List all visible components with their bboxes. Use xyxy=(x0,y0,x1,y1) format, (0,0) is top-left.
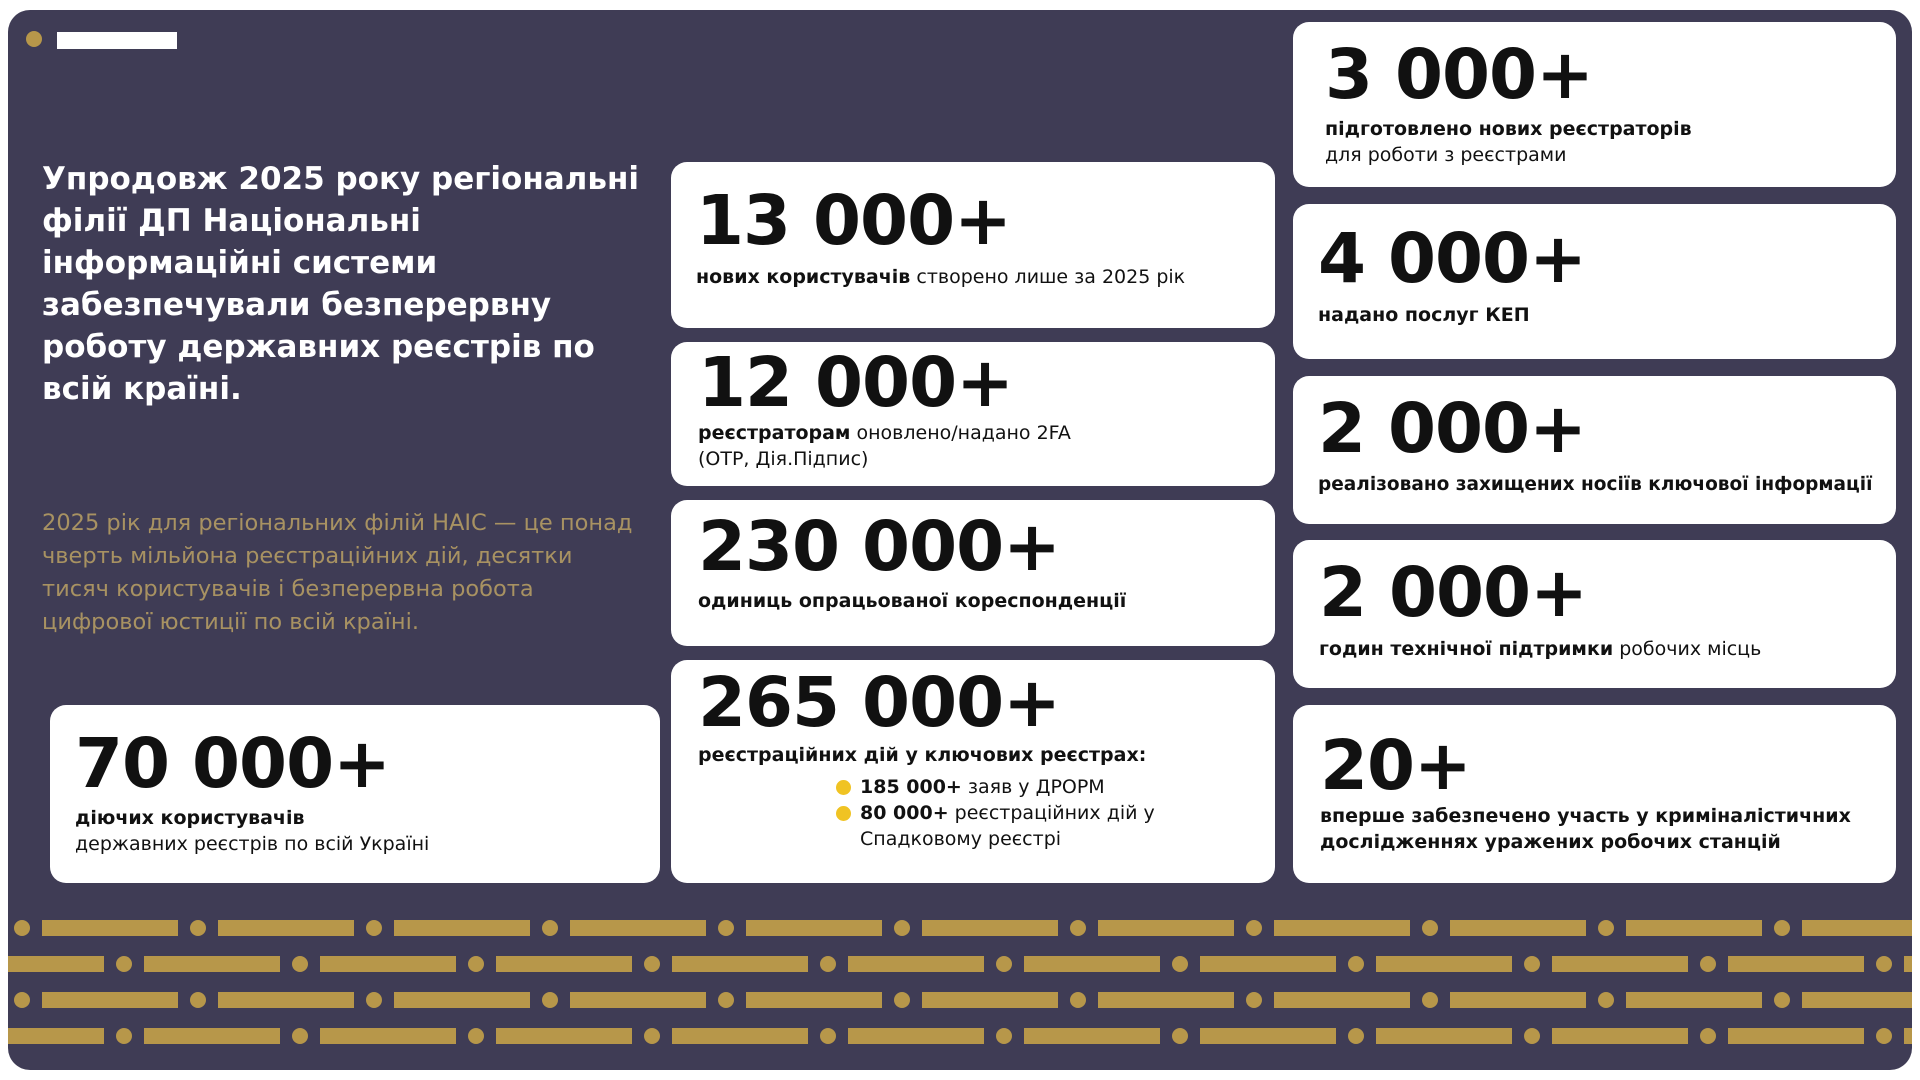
stripe-dot xyxy=(1700,1028,1716,1044)
stat-label: створено лише за 2025 рік xyxy=(910,266,1186,288)
stripe-dash xyxy=(1200,956,1336,972)
stripe-dot xyxy=(820,956,836,972)
stat-label-bold: одиниць опрацьованої кореспонденції xyxy=(698,590,1127,612)
stripe-dot xyxy=(718,920,734,936)
stripe-dot xyxy=(1774,992,1790,1008)
stripe-dash xyxy=(1450,920,1586,936)
stripe-dash xyxy=(144,1028,280,1044)
stripe-dash xyxy=(922,992,1058,1008)
stat-number: 20+ xyxy=(1320,726,1471,806)
stripe-dot xyxy=(1774,920,1790,936)
dash-dot-stripe-pattern xyxy=(8,910,1912,1070)
stripe-dash xyxy=(496,1028,632,1044)
list-item xyxy=(836,800,1248,852)
stripe-dot xyxy=(1524,956,1540,972)
stripe-dot xyxy=(116,956,132,972)
stripe-dash xyxy=(1200,1028,1336,1044)
stripe-dash xyxy=(42,992,178,1008)
stripe-dash xyxy=(1552,956,1688,972)
bullet-value: 80 000+ xyxy=(860,802,949,824)
stripe-dot xyxy=(1700,956,1716,972)
stripe-dot xyxy=(292,1028,308,1044)
list-item xyxy=(836,774,1248,800)
stat-card-key-media xyxy=(1293,376,1896,524)
stat-label: оновлено/надано 2FA xyxy=(850,422,1071,444)
stripe-dash xyxy=(496,956,632,972)
stripe-dash xyxy=(922,920,1058,936)
stripe-dot xyxy=(644,956,660,972)
stripe-dot xyxy=(1172,956,1188,972)
stripe-dash xyxy=(1626,920,1762,936)
stripe-dot xyxy=(116,1028,132,1044)
stripe-dash xyxy=(1552,1028,1688,1044)
stripe-dash xyxy=(746,992,882,1008)
stat-card-kep-services xyxy=(1293,204,1896,359)
stripe-dash xyxy=(1728,956,1864,972)
stripe-dash xyxy=(42,920,178,936)
stripe-dash xyxy=(672,1028,808,1044)
stripe-dash xyxy=(1376,956,1512,972)
stripe-dash xyxy=(1802,992,1912,1008)
stripe-dot xyxy=(644,1028,660,1044)
stripe-dot xyxy=(292,956,308,972)
stripe-dot xyxy=(996,956,1012,972)
stat-number: 70 000+ xyxy=(75,724,390,804)
stat-number: 2 000+ xyxy=(1318,389,1586,469)
stripe-dash xyxy=(1274,920,1410,936)
stripe-dot xyxy=(718,992,734,1008)
stripe-dot xyxy=(1246,920,1262,936)
stat-label-bold: нових користувачів xyxy=(696,266,911,288)
stat-label: робочих місць xyxy=(1613,638,1762,660)
stripe-dash xyxy=(8,956,104,972)
bullet-label: заяв у ДРОРМ xyxy=(961,776,1105,798)
stripe-dot xyxy=(14,920,30,936)
stripe-dot xyxy=(1348,1028,1364,1044)
stat-label-bold: вперше забезпечено участь у криміналістичних дослідженнях уражених робочих станцій xyxy=(1320,805,1851,853)
stripe-dash xyxy=(746,920,882,936)
stripe-dash xyxy=(218,920,354,936)
stripe-dot xyxy=(1876,1028,1892,1044)
stripe-dash xyxy=(1904,956,1912,972)
stat-number: 2 000+ xyxy=(1319,553,1587,633)
stat-number: 230 000+ xyxy=(698,507,1060,587)
stripe-dash xyxy=(394,992,530,1008)
infographic-frame xyxy=(8,10,1912,1070)
stat-label-bold: надано послуг КЕП xyxy=(1318,304,1530,326)
stripe-dash xyxy=(218,992,354,1008)
stat-card-registration-actions xyxy=(671,660,1275,883)
intro-subline: 2025 рік для регіональних філій НАІС — це понад чверть мільйона реєстраційних дій, десятки тисяч користувачів і безперервна робота цифрової юстиції по всій країні. xyxy=(42,510,633,635)
stripe-dash xyxy=(672,956,808,972)
stripe-dash xyxy=(8,1028,104,1044)
stat-number: 265 000+ xyxy=(698,663,1060,743)
stat-card-new-registrars xyxy=(1293,22,1896,187)
stripe-dot xyxy=(1246,992,1262,1008)
stat-number: 4 000+ xyxy=(1318,219,1586,299)
stripe-dash xyxy=(1098,992,1234,1008)
stripe-dash xyxy=(1024,1028,1160,1044)
stripe-dot xyxy=(468,956,484,972)
stripe-dot xyxy=(894,920,910,936)
stripe-dot xyxy=(1876,956,1892,972)
stat-card-forensics xyxy=(1293,705,1896,883)
stat-number: 3 000+ xyxy=(1325,35,1593,115)
stat-card-correspondence xyxy=(671,500,1275,646)
stat-label-bold: підготовлено нових реєстраторів xyxy=(1325,118,1692,140)
stripe-dot xyxy=(190,920,206,936)
stripe-dot xyxy=(366,920,382,936)
stripe-dot xyxy=(1172,1028,1188,1044)
stripe-dash xyxy=(1728,1028,1864,1044)
bullet-label: реєстраційних дій у Спадковому реєстрі xyxy=(860,802,1155,850)
stripe-dash xyxy=(1450,992,1586,1008)
stat-card-active-users xyxy=(50,705,660,883)
stripe-dot xyxy=(1348,956,1364,972)
stripe-dot xyxy=(996,1028,1012,1044)
stat-label-bold: реалізовано захищених носіїв ключової інформації xyxy=(1318,474,1873,495)
stripe-dot xyxy=(820,1028,836,1044)
stat-label-bold: годин технічної підтримки xyxy=(1319,638,1614,660)
stripe-dash xyxy=(394,920,530,936)
stripe-dash xyxy=(1626,992,1762,1008)
stat-number: 12 000+ xyxy=(698,343,1013,423)
stripe-dash xyxy=(1098,920,1234,936)
bullet-value: 185 000+ xyxy=(860,776,962,798)
stat-label-secondary: (OTP, Дія.Підпис) xyxy=(698,448,869,470)
stripe-dash xyxy=(570,920,706,936)
stat-card-registrars-2fa xyxy=(671,342,1275,486)
stat-label-bold: реєстраторам xyxy=(698,422,851,444)
stripe-dash xyxy=(848,1028,984,1044)
stripe-dot xyxy=(366,992,382,1008)
stat-number: 13 000+ xyxy=(696,181,1011,261)
stripe-dash xyxy=(570,992,706,1008)
stat-label: державних реєстрів по всій Україні xyxy=(75,833,430,855)
stripe-dot xyxy=(542,920,558,936)
stat-label-bold: діючих користувачів xyxy=(75,807,305,829)
stripe-dot xyxy=(1070,992,1086,1008)
stripe-dash xyxy=(1904,1028,1912,1044)
stripe-dash xyxy=(1274,992,1410,1008)
stripe-dash xyxy=(1376,1028,1512,1044)
stripe-dash xyxy=(848,956,984,972)
stripe-dot xyxy=(542,992,558,1008)
stat-label-bold: реєстраційних дій у ключових реєстрах: xyxy=(698,744,1147,766)
stat-card-new-users xyxy=(671,162,1275,328)
intro-headline: Упродовж 2025 року регіональні філії ДП Національні інформаційні системи забезпечували безперервну роботу державних реєстрів по всій країні. xyxy=(42,161,640,407)
bullet-dot xyxy=(836,780,851,795)
stripe-dot xyxy=(1598,992,1614,1008)
registration-breakdown-list xyxy=(836,774,1248,852)
stripe-dash xyxy=(320,956,456,972)
stripe-dot xyxy=(894,992,910,1008)
corner-bar-decoration xyxy=(57,32,177,49)
stripe-dot xyxy=(14,992,30,1008)
stripe-dot xyxy=(1598,920,1614,936)
stripe-dot xyxy=(1422,992,1438,1008)
stat-card-support-hours xyxy=(1293,540,1896,688)
stripe-dash xyxy=(320,1028,456,1044)
stripe-dot xyxy=(468,1028,484,1044)
corner-dot-decoration xyxy=(26,31,42,47)
stripe-dot xyxy=(1422,920,1438,936)
bullet-dot xyxy=(836,806,851,821)
stat-label: для роботи з реєстрами xyxy=(1325,144,1567,166)
stripe-dash xyxy=(144,956,280,972)
stripe-dot xyxy=(190,992,206,1008)
stripe-dot xyxy=(1070,920,1086,936)
stripe-dash xyxy=(1802,920,1912,936)
stripe-dot xyxy=(1524,1028,1540,1044)
stripe-dash xyxy=(1024,956,1160,972)
